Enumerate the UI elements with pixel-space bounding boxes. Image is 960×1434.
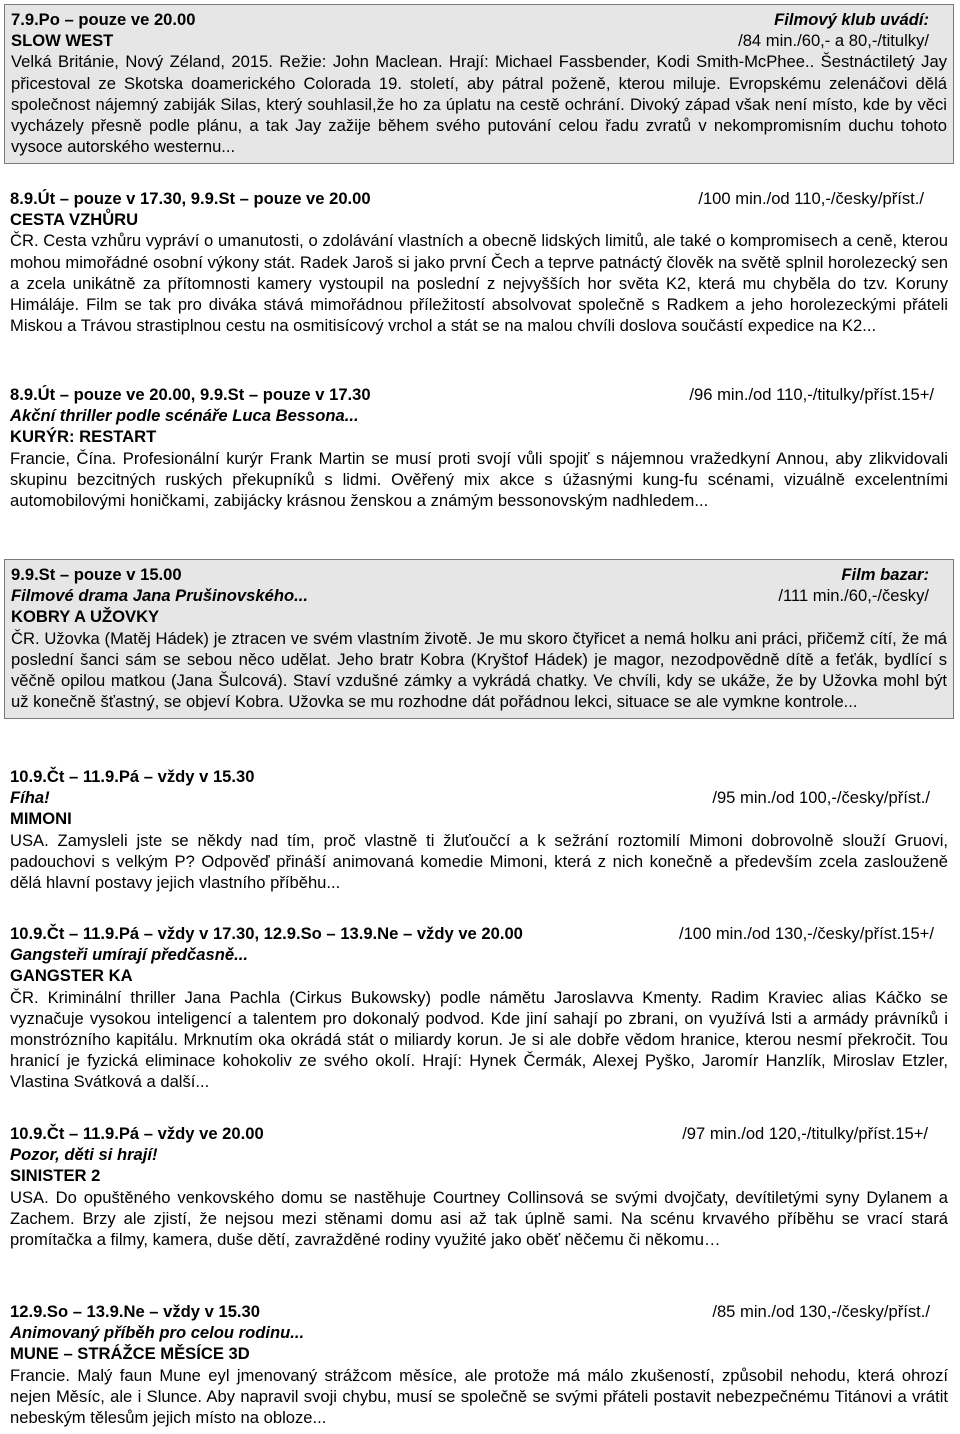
entry-dates: 9.9.St – pouze v 15.00	[11, 565, 182, 584]
program-entry	[4, 380, 954, 517]
entry-tagline: Filmové drama Jana Prušinovského...	[11, 586, 308, 606]
entry-title: SLOW WEST	[11, 31, 114, 51]
entry-description: ČR. Cesta vzhůru vypráví o umanutosti, o zdolávání vlastních a obecně lidských limitů, ale také o kompromisech a ceně, kterou mohou mimořádné osobní výkony stát. Radek Jaroš si jako první Čech a teprve patnáctý člověk na světě splnil horolezecký sen a zcela unikátně za přítomnosti kamery vystoupil na poslední z nejvyšších hor světa K2, která mu chyběla do tzv. Koruny Himáláje. Film se tak pro diváka stává mimořádnou příležitostí absolvovat společně s Radkem a jeho horolezeckými přáteli Miskou a Trávou strastiplnou cestu na osmitisícový vrchol a stát se na malou chvíli doslova součástí expedice na K2...	[10, 231, 948, 336]
entry-info: /97 min./od 120,-/titulky/příst.15+/	[682, 1124, 928, 1143]
entry-tagline: Fíha!	[10, 788, 50, 808]
program-entry	[4, 184, 954, 342]
entry-description: Francie, Čína. Profesionální kurýr Frank Martin se musí proti svojí vůli spojiť s nájemnou vražedkyní Annou, aby zlikvidovali skupinu bezcitných ruských překupníků s lidmi. Ověřený mix akce s úžasnými kung-fu scénami, vizuálně excelentními automobilovými honičkami, zabijácky krásnou ženskou a známým bessonovským nadhledem...	[10, 448, 948, 511]
entry-dates: 7.9.Po – pouze ve 20.00	[11, 10, 196, 29]
entry-tagline: Gangsteři umírají předčasně...	[10, 945, 248, 965]
entry-dates: 10.9.Čt – 11.9.Pá – vždy v 15.30	[10, 767, 255, 786]
entry-tagline: Akční thriller podle scénáře Luca Bessona...	[10, 406, 359, 426]
entry-info: /100 min./od 130,-/česky/příst.15+/	[678, 924, 934, 943]
entry-info: /84 min./60,- a 80,-/titulky/	[738, 31, 929, 51]
entry-tagline: Animovaný příběh pro celou rodinu...	[10, 1323, 305, 1343]
entry-label: Filmový klub uvádí:	[774, 10, 929, 29]
entry-tagline: Pozor, děti si hrají!	[10, 1145, 158, 1165]
entry-dates: 10.9.Čt – 11.9.Pá – vždy ve 20.00	[10, 1124, 264, 1143]
entry-title: GANGSTER KA	[10, 966, 133, 986]
entry-info: /95 min./od 100,-/česky/příst./	[712, 788, 930, 808]
entry-description: USA. Do opuštěného venkovského domu se nastěhuje Courtney Collinsová se svými dvojčaty, devítiletými syny Dylanem a Zachem. Brzy ale zjistí, že nejsou mezi stěnami domu asi až tak úplně sami. Na scénu krvavého příběhu se vrací stará promítačka a filmy, kamera, duše dětí, zavražděné rodiny využité jako oběť něčemu či někomu…	[10, 1187, 948, 1250]
entry-title: SINISTER 2	[10, 1166, 101, 1186]
entry-description: Francie. Malý faun Mune eyl jmenovaný strážcom měsíce, ale protože má málo zkušeností, způsobil nehodu, která ohrozí nejen Měsíc, ale i Slunce. Aby napravil svoji chybu, musí se společně se svými přáteli postavit nebezpečnému Titánovi a vrátit nebeským tělesům jejich místo na obloze...	[10, 1365, 948, 1428]
entry-dates: 10.9.Čt – 11.9.Pá – vždy v 17.30, 12.9.So – 13.9.Ne – vždy ve 20.00	[10, 924, 523, 943]
program-entry	[4, 4, 954, 164]
entry-info: /85 min./od 130,-/česky/příst./	[712, 1302, 930, 1321]
entry-description: ČR. Užovka (Matěj Hádek) je ztracen ve svém vlastním životě. Je mu skoro čtyřicet a nemá holku ani práci, přičemž cítí, že má poslední šanci sám se sebou něco udělat. Jeho bratr Kobra (Kryštof Hádek) je magor, nezodpovědně dítě a feťák, bydlící s věčně opilou matkou (Jana Šulcová). Staví vzdušné zámky a vykrádá chatky. Ve chvíli, kdy se ukáže, že by Užovka mohl být už konečně šťastný, se objeví Kobra. Užovka se mu rozhodne dát pořádnou lekci, situace se ale vymkne kontrole...	[11, 628, 947, 712]
program-entry	[4, 762, 954, 899]
entry-title: MUNE – STRÁŽCE MĚSÍCE 3D	[10, 1344, 250, 1364]
program-entry	[4, 559, 954, 719]
entry-dates: 8.9.Út – pouze ve 20.00, 9.9.St – pouze v 17.30	[10, 385, 371, 404]
entry-title: KURÝR: RESTART	[10, 427, 157, 447]
program-entry	[4, 919, 954, 1099]
entry-info: /111 min./60,-/česky/	[778, 586, 929, 606]
entry-info: /100 min./od 110,-/česky/příst./	[698, 189, 924, 208]
entry-label: Film bazar:	[841, 565, 929, 584]
entry-title: KOBRY A UŽOVKY	[11, 607, 160, 627]
entry-description: ČR. Kriminální thriller Jana Pachla (Cirkus Bukowsky) podle námětu Jaroslavva Kmenty. Radim Kraviec alias Káčko se vyznačuje vysokou inteligencí a talentem pro dokonalý podvod. Kde jiní sahají po zbrani, on využívá lsti a armády právníků i monstrózního kapitálu. Mrknutím oka okrádá stát o miliardy korun. Je si ale dobře vědom hranice, kterou nesmí překročit. Tou hranicí je fyzická eliminace kohokoliv ze svého okolí. Hrají: Hynek Čermák, Alexej Pyško, Jaromír Hanzlík, Miroslav Etzler, Vlastina Svátková a další...	[10, 987, 948, 1092]
entry-title: MIMONI	[10, 809, 72, 829]
entry-description: USA. Zamysleli jste se někdy nad tím, proč vlastně ti žluťoučcí a k sežrání roztomilí Mimoni dobrovolně slouží Gruovi, padouchovi s velkým P? Odpověď přináší animovaná komedie Mimoni, která z nich konečně a především zcela zaslouženě dělá hlavní postavy jejich vlastního příběhu...	[10, 830, 948, 893]
program-entry	[4, 1297, 954, 1434]
entry-dates: 8.9.Út – pouze v 17.30, 9.9.St – pouze ve 20.00	[10, 189, 371, 208]
entry-title: CESTA VZHŮRU	[10, 210, 139, 230]
entry-info: /96 min./od 110,-/titulky/příst.15+/	[689, 385, 934, 404]
program-entry	[4, 1119, 954, 1256]
entry-description: Velká Británie, Nový Zéland, 2015. Režie: John Maclean. Hrají: Michael Fassbender, Kodi Smith-McPhee.. Šestnáctiletý Jay přicestoval ze Skotska doamerického Colorada 19. století, aby pátral poženě, kterou miluje. Evropskému zelenáčovi dělá společnost nájemný zabiják Silas, který souhlasil,že ho za úplatu na cestě ochrání. Divoký západ však není místo, kde by věci vycházely přesně podle plánu, a tak Jay zažije během svého putování celou řadu zvratů v nekompromisním duchu tohoto vysoce autorského westernu...	[11, 52, 947, 157]
entry-dates: 12.9.So – 13.9.Ne – vždy v 15.30	[10, 1302, 260, 1321]
